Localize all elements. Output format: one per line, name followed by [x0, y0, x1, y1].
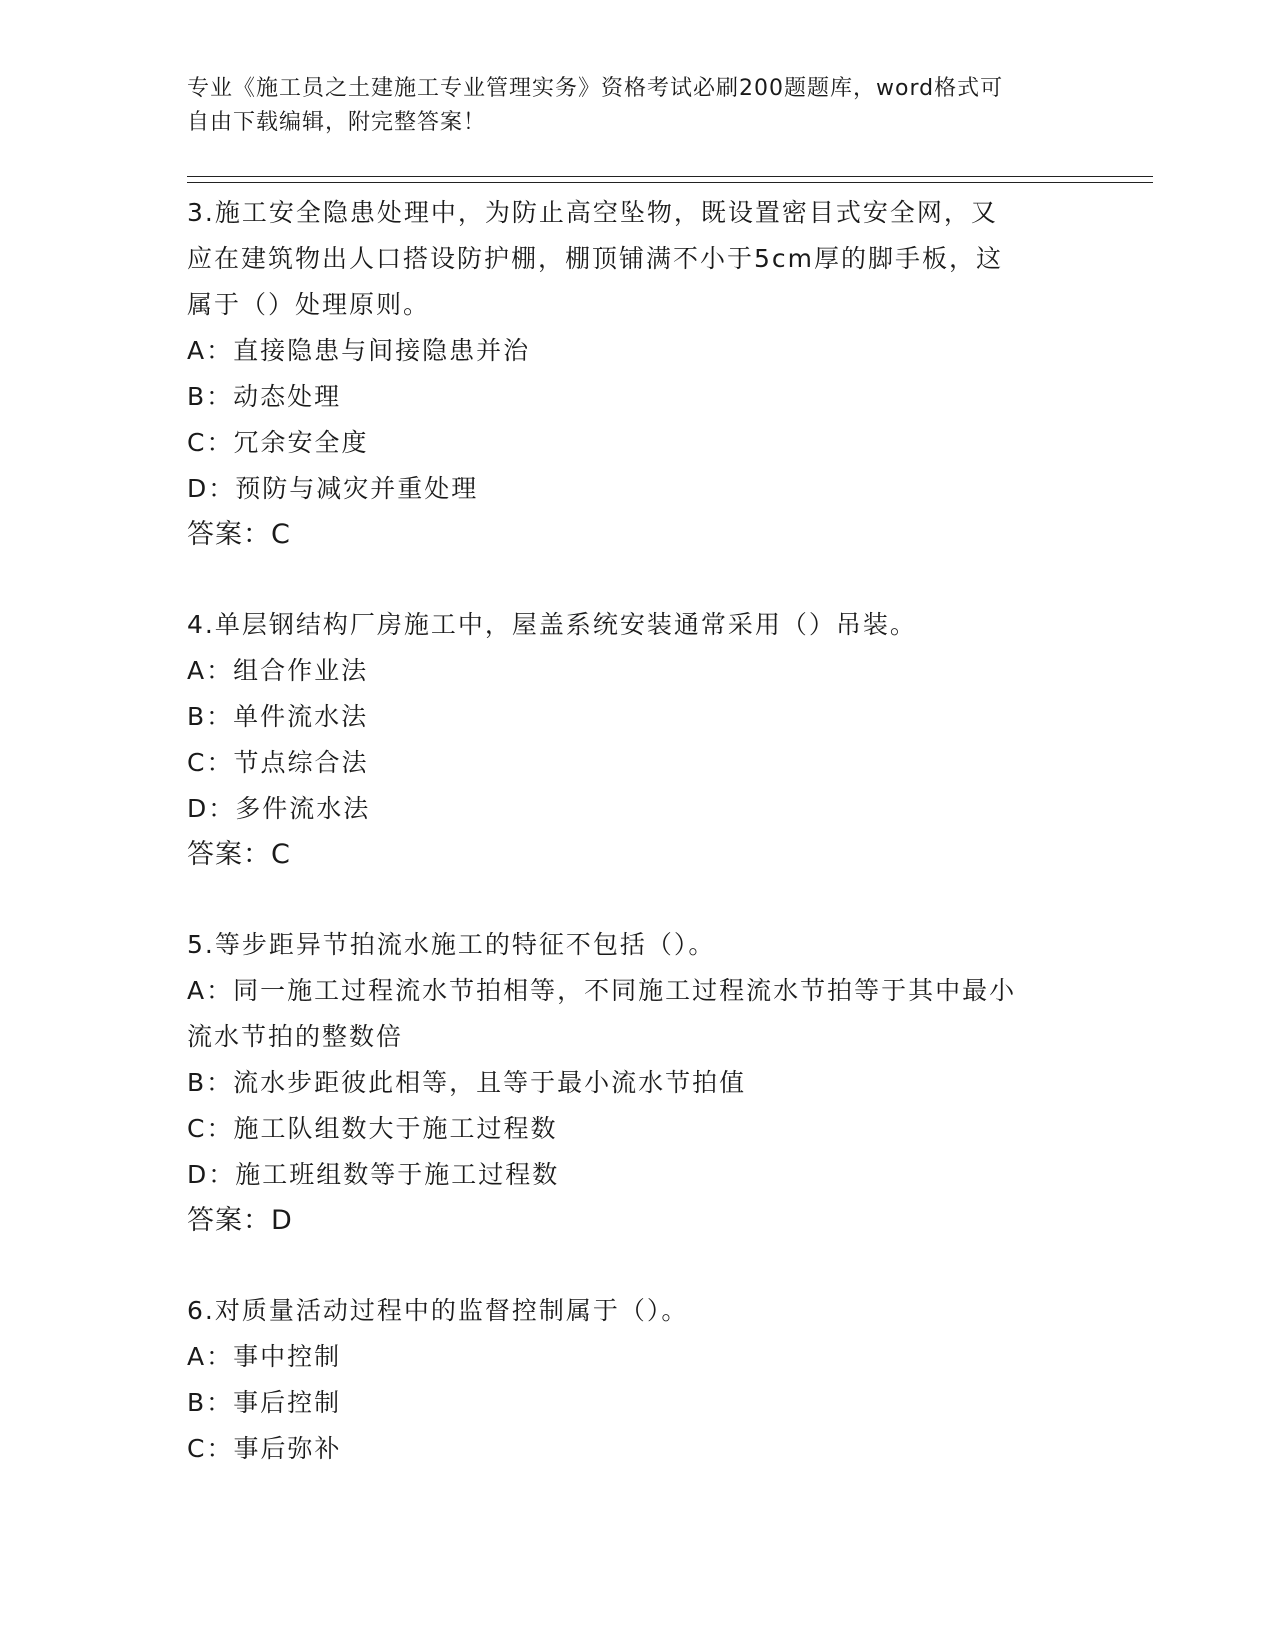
question-spacer — [187, 878, 1087, 922]
answer-option-c — [187, 1426, 1087, 1472]
question-spacer — [187, 558, 1087, 602]
answer-option-text: B：单件流水法 — [187, 702, 369, 731]
question-stem-line: 应在建筑物出人口搭设防护棚，棚顶铺满不小于5cm厚的脚手板，这 — [187, 244, 1004, 273]
document-header — [187, 72, 1067, 140]
answer-option-text: D：多件流水法 — [187, 794, 371, 823]
question-stem-line: 3.施工安全隐患处理中，为防止高空坠物，既设置密目式安全网，又 — [187, 198, 998, 227]
answer-option-text: A：同一施工过程流水节拍相等，不同施工过程流水节拍等于其中最小 — [187, 976, 1017, 1005]
answer-option-a — [187, 648, 1087, 694]
question-stem — [187, 602, 1087, 648]
answer-option-c — [187, 1106, 1087, 1152]
question-5 — [187, 922, 1087, 1244]
answer-option-text: D：施工班组数等于施工过程数 — [187, 1160, 560, 1189]
answer-option-text: C：施工队组数大于施工过程数 — [187, 1114, 558, 1143]
answer-option-d — [187, 1152, 1087, 1198]
header-title-line-2: 自由下载编辑，附完整答案！ — [187, 110, 487, 135]
header-divider-top — [187, 176, 1153, 177]
header-title-line-1: 专业《施工员之土建施工专业管理实务》资格考试必刷200题题库，word格式可 — [187, 76, 1004, 101]
answer-option-a — [187, 968, 1087, 1060]
question-stem-line: 6.对质量活动过程中的监督控制属于（）。 — [187, 1296, 689, 1325]
answer-option-text: 流水节拍的整数倍 — [187, 1022, 404, 1051]
question-stem-line: 属于（）处理原则。 — [187, 290, 431, 319]
answer-option-b — [187, 374, 1087, 420]
answer-key: 答案：C — [187, 839, 291, 870]
answer-option-text: B：事后控制 — [187, 1388, 342, 1417]
question-stem-line: 5.等步距异节拍流水施工的特征不包括（）。 — [187, 930, 716, 959]
question-spacer — [187, 1244, 1087, 1288]
answer-option-text: D：预防与减灾并重处理 — [187, 474, 479, 503]
answer-option-c — [187, 420, 1087, 466]
answer-option-text: C：事后弥补 — [187, 1434, 342, 1463]
question-4 — [187, 602, 1087, 878]
question-stem — [187, 922, 1087, 968]
answer-option-a — [187, 328, 1087, 374]
answer-option-text: A：组合作业法 — [187, 656, 369, 685]
question-stem — [187, 1288, 1087, 1334]
answer-option-c — [187, 740, 1087, 786]
answer-option-text: C：冗余安全度 — [187, 428, 369, 457]
answer-option-b — [187, 694, 1087, 740]
answer-option-d — [187, 466, 1087, 512]
answer-key: 答案：D — [187, 1205, 293, 1236]
answer-option-text: A：事中控制 — [187, 1342, 342, 1371]
question-6 — [187, 1288, 1087, 1472]
answer-option-b — [187, 1060, 1087, 1106]
answer-option-a — [187, 1334, 1087, 1380]
header-divider-bottom — [187, 182, 1153, 183]
answer-option-text: C：节点综合法 — [187, 748, 369, 777]
answer-option-text: A：直接隐患与间接隐患并治 — [187, 336, 531, 365]
answer-option-text: B：动态处理 — [187, 382, 342, 411]
answer-option-text: B：流水步距彼此相等，且等于最小流水节拍值 — [187, 1068, 747, 1097]
answer-key: 答案：C — [187, 519, 291, 550]
question-list — [187, 190, 1087, 1472]
question-stem — [187, 190, 1087, 328]
question-3 — [187, 190, 1087, 558]
answer-option-d — [187, 786, 1087, 832]
question-stem-line: 4.单层钢结构厂房施工中，屋盖系统安装通常采用（）吊装。 — [187, 610, 917, 639]
answer-option-b — [187, 1380, 1087, 1426]
